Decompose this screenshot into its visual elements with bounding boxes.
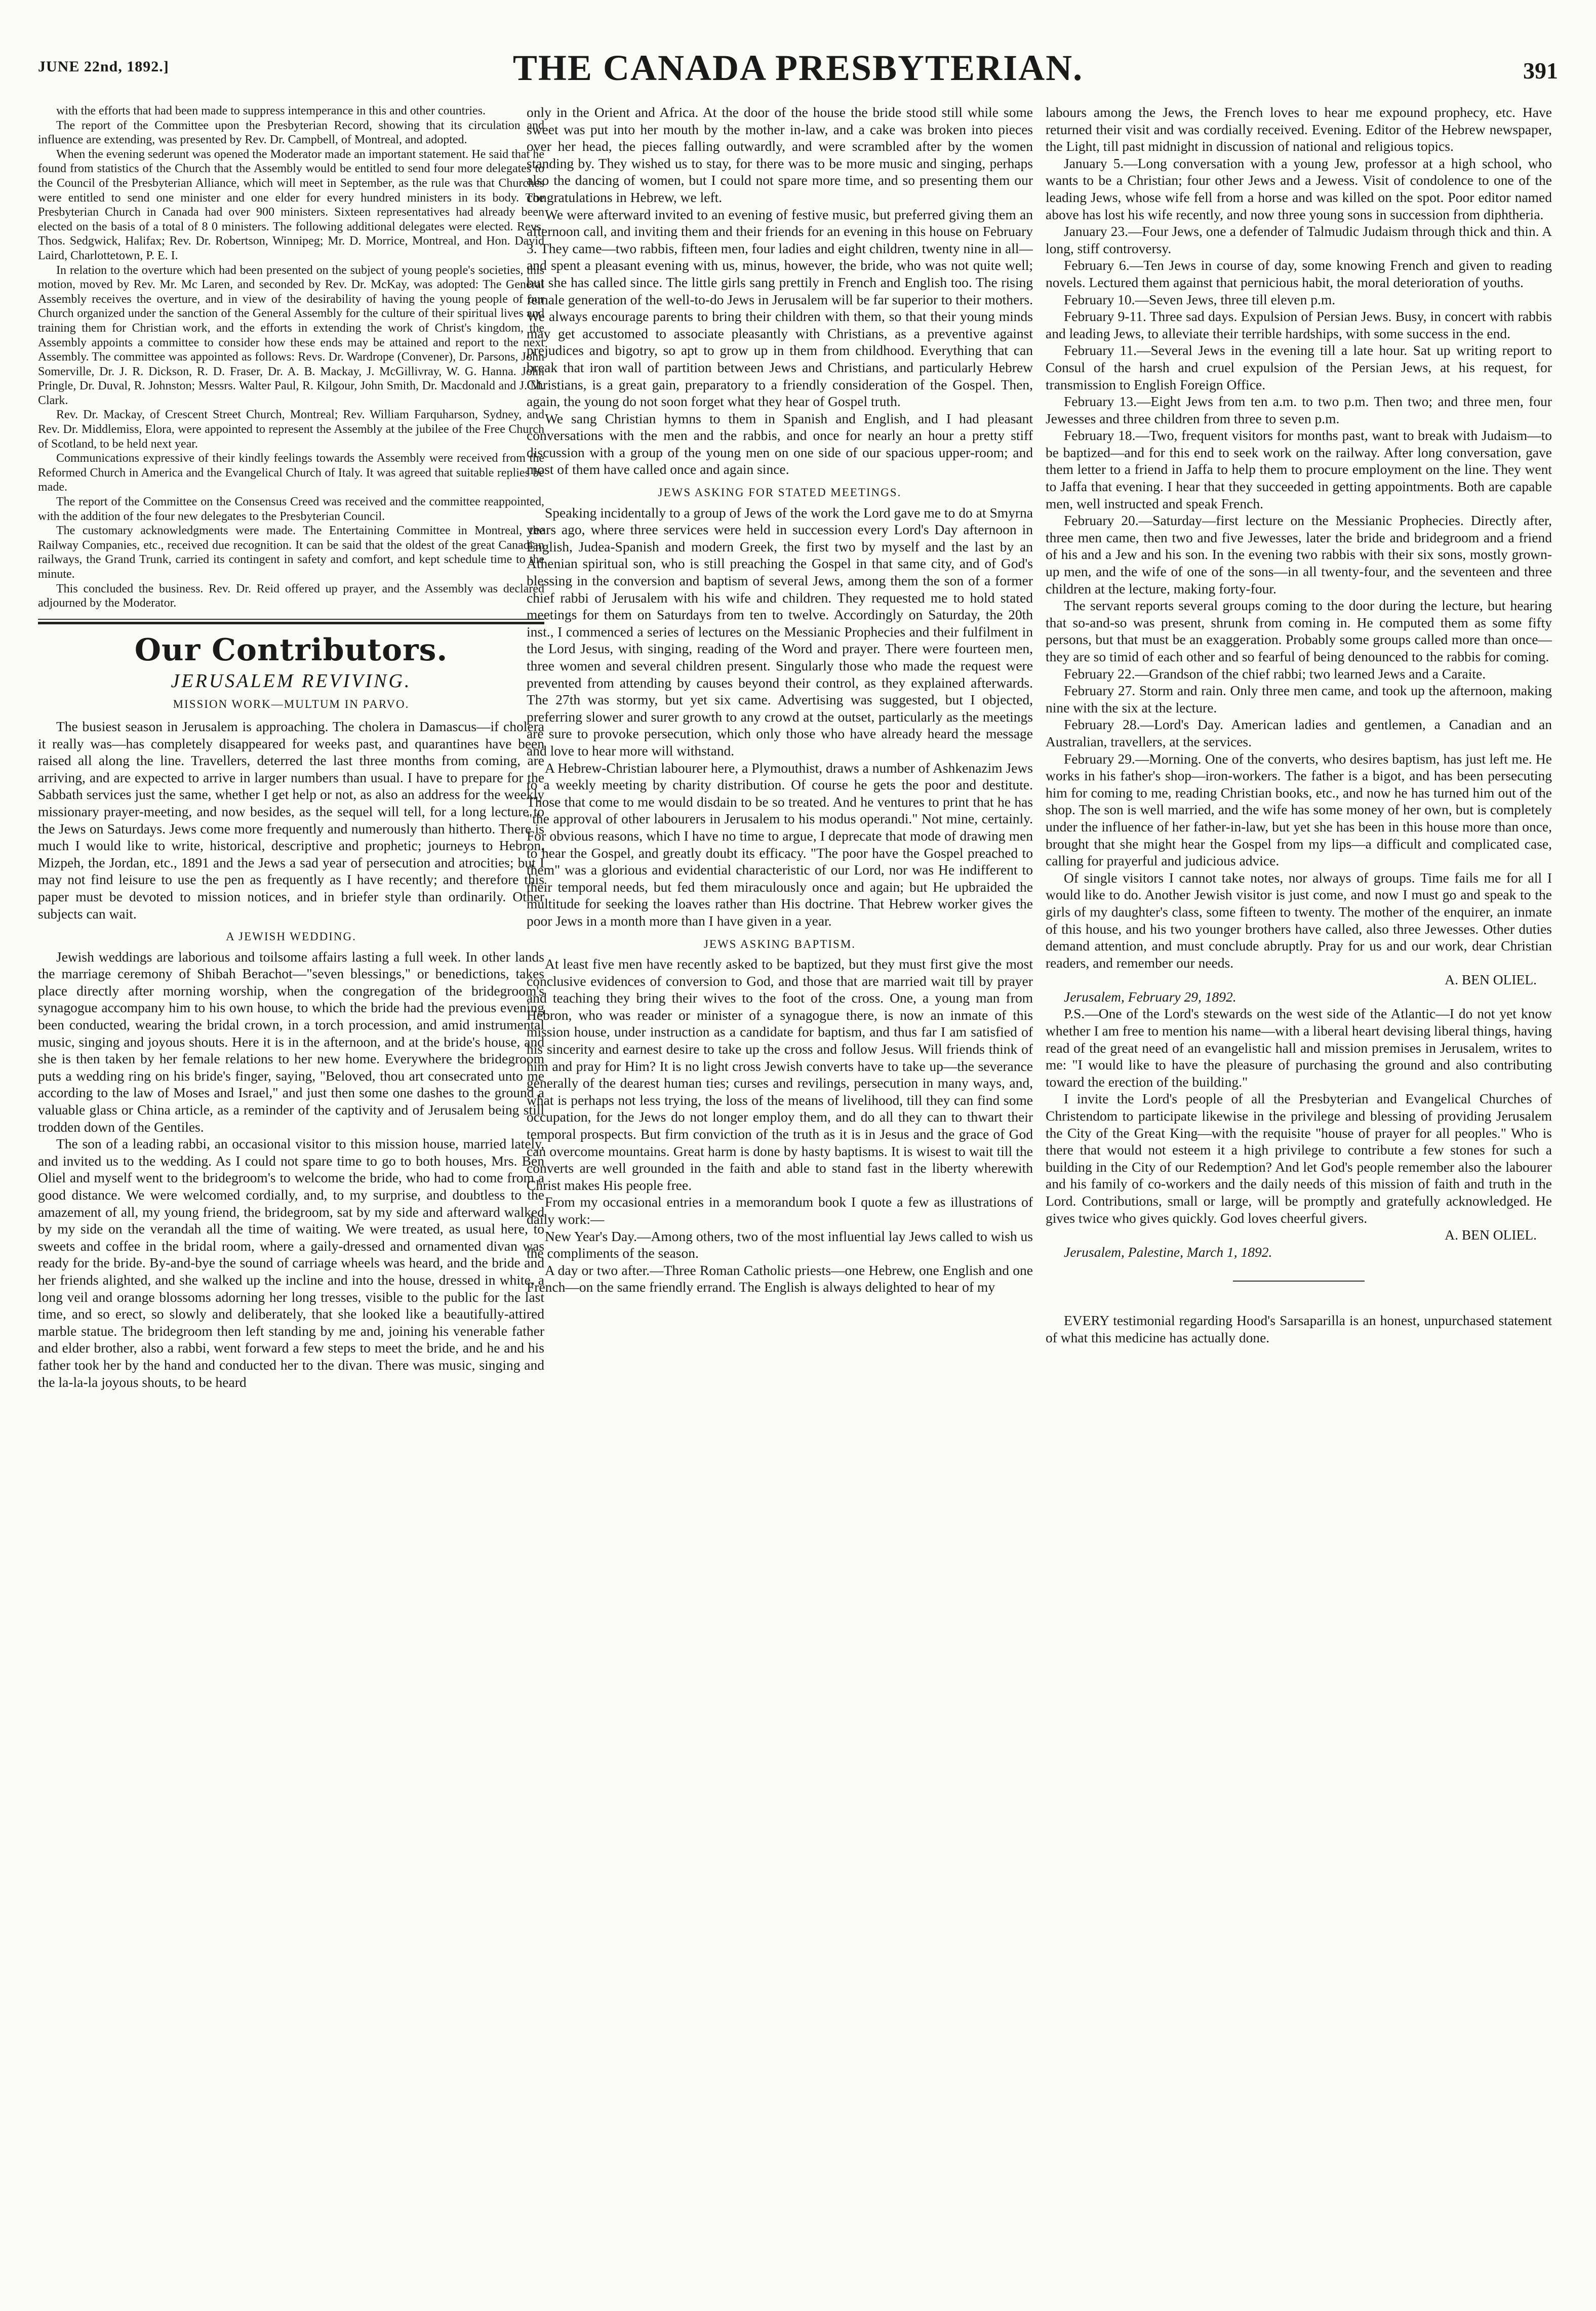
paragraph: The son of a leading rabbi, an occasional visitor to this mission house, married lately, and invited us to the wedding. As I could not spare time to go to both houses, Mrs. Ben Oliel and myself went to the bridegroom's to welcome the bride, who had to come from a good distance. We were welcomed cordially, and, to my surprise, and doubtless to the amazement of all, my young friend, the bridegroom, sat by my side and afterward walked by my side on the verandah all the time of waiting. We were treated, as usual here, to sweets and coffee in the bridal room, where a gaily-dressed and ornamented divan was ready for the bride. By-and-bye the sound of carriage wheels was heard, and the bride and her friends alighted, and she walked up the incline and into the house, dressed in white, a long veil and orange blossoms adorning her long tresses, visible to the public for the last time, and so erect, so slowly and deliberately, that she looked like a beautifully-attired marble statue. The bridegroom then left standing by me and, joining his venerable father and elder brother, also a rabbi, went forward a few steps to meet the bride, and he and his father took her by the hand and conducted her to the divan. There was music, singing and the la-la-la joyous shouts, to be heard	[38, 1136, 544, 1390]
paragraph: January 23.—Four Jews, one a defender of Talmudic Judaism through thick and thin. A long, stiff controversy.	[1046, 223, 1552, 256]
paragraph: labours among the Jews, the French loves to hear me expound prophecy, etc. Have returned their visit and was cordially received. Evening. Editor of the Hebrew newspaper, the Light, till past midnight in discussion of national and religious topics.	[1046, 104, 1552, 154]
paragraph: February 11.—Several Jews in the evening till a late hour. Sat up writing report to Consul of the harsh and cruel expulsion of the Persian Jews, at his request, for transmission to English Foreign Office.	[1046, 342, 1552, 392]
paragraph: February 22.—Grandson of the chief rabbi; two learned Jews and a Caraite.	[1064, 665, 1486, 682]
column-1	[38, 104, 544, 2291]
paragraph: The busiest season in Jerusalem is approaching. The cholera in Damascus—if cholera it really was—has completely disappeared for weeks past, and quarantines have been raised all along the line. Travellers, deterred the last three months from coming, are arriving, and are expected to arrive in larger numbers than usual. I have to prepare for the Sabbath services just the same, whether I get help or not, as also an address for the weekly missionary prayer-meeting, and now besides, as the sequel will tell, for a long lecture to the Jews on Saturdays. Jews come more frequently and numerously than hitherto. There is much I would like to write, historical, descriptive and prophetic; journeys to Hebron, Mizpeh, the Jordan, etc., 1891 and the Jews a sad year of persecution and atrocities; but I may not find leisure to use the pen as frequently as I have recently; and therefore this paper must be devoted to mission notices, and in briefer style than ordinarily. Other subjects can wait.	[38, 718, 544, 922]
paragraph: February 28.—Lord's Day. American ladies and gentlemen, a Canadian and an Australian, travellers, at the services.	[1046, 716, 1552, 749]
paragraph: February 27. Storm and rain. Only three men came, and took up the afternoon, making nine with the six at the lecture.	[1046, 683, 1552, 715]
paragraph: February 29.—Morning. One of the converts, who desires baptism, has just left me. He works in his father's shop—iron-workers. The father is a bigot, and has been persecuting him for coming to me, reading Christian books, etc., and now he has turned him out of the shop. The son is well married, and the wife has some money of her own, but is completely under the influence of her father-in-law, but yet she has been in this house more than once, brought that she might hear the Gospel from my lips—a difficult and complicated case, calling for prayerful and judicious advice.	[1046, 750, 1552, 869]
paragraph: with the efforts that had been made to suppress intemperance in this and other countries.	[56, 104, 486, 117]
paragraph: Jewish weddings are laborious and toilsome affairs lasting a full week. In other lands the marriage ceremony of Shibah Berachot—"seven blessings," or benedictions, takes place directly after morning worship, when the congregation of the bridegroom's synagogue accompany him to his own house, to which the bride had the previous evening been conducted, wearing the bridal crown, in a torch procession, and amid instrumental music, singing and joyous shouts. Here it is in the afternoon, and at the bride's house, and she is then taken by her female relations to her new home. Everywhere the bridegroom puts a wedding ring on his bride's finger, saying, "Beloved, thou art consecrated unto me according to the law of Moses and Israel," and just then some one dashes to the ground a valuable glass or China article, as a reminder of the captivity and of Jerusalem being still trodden down of the Gentiles.	[38, 948, 544, 1135]
paragraph: The customary acknowledgments were made. The Entertaining Committee in Montreal, the Railway Companies, etc., received due recognition. It can be said that the oldest of the great Canadian railways, the Grand Trunk, carried its contingent in safety and comfort, and kept schedule time to the minute.	[38, 524, 544, 581]
paragraph: A day or two after.—Three Roman Catholic priests—one Hebrew, one English and one French—on the same friendly errand. The English is always delighted to hear of my	[527, 1262, 1033, 1295]
article-title: JERUSALEM REVIVING.	[171, 670, 412, 692]
dateline: Jerusalem, February 29, 1892.	[1064, 988, 1236, 1005]
paragraph: A Hebrew-Christian labourer here, a Plymouthist, draws a number of Ashkenazim Jews to a weekly meeting by charity distribution. Of course he gets the poor and destitute. Those that come to me would disdain to be so treated. And he ventures to print that he has "the approval of other labourers in Jerusalem to his modus operandi." Not mine, certainly. For obvious reasons, which I have no time to argue, I deprecate that mode of drawing men to hear the Gospel, and greatly doubt its efficacy. "The poor have the Gospel preached to them" was a glorious and evidential characteristic of our Lord, nor was He indifferent to their temporal needs, but fed them miraculously once and again; but He upbraided the multitude for seeking the loaves rather than His doctrine. That Hebrew worker gives the poor Jews in a month more than I have given in a year.	[527, 760, 1033, 929]
dateline: Jerusalem, Palestine, March 1, 1892.	[1064, 1244, 1272, 1260]
divider	[38, 619, 544, 620]
section-heading: Our Contributors.	[134, 632, 448, 668]
paragraph: The report of the Committee upon the Presbyterian Record, showing that its circulation and influence are extending, was presented by Rev. Dr. Campbell, of Montreal, and adopted.	[38, 118, 544, 147]
paragraph: Of single visitors I cannot take notes, nor always of groups. Time fails me for all I would like to do. Another Jewish visitor is just come, and now I must go and speak to the girls of my daughter's class, some fifteen to twenty. The mother of the enquirer, an inmate of this house, and his two younger brothers have called, also three Jewesses. Other duties demand attention, and must conclude abruptly. Pray for us and our work, dear Christian readers, and remember our needs.	[1046, 869, 1552, 971]
paragraph: New Year's Day.—Among others, two of the most influential lay Jews called to wish us the compliments of the season.	[527, 1228, 1033, 1261]
paragraph: This concluded the business. Rev. Dr. Reid offered up prayer, and the Assembly was declared adjourned by the Moderator.	[38, 582, 544, 610]
page-header	[38, 43, 1558, 109]
page-number: 391	[1523, 58, 1558, 84]
subheading: JEWS ASKING BAPTISM.	[703, 937, 856, 950]
paragraph: We sang Christian hymns to them in Spanish and English, and I had pleasant conversations with the men and the rabbis, and once for nearly an hour a pretty stiff discussion with a group of the young men on one side of our spacious upper-room; and most of them have called once and again since.	[527, 410, 1033, 477]
paragraph: Speaking incidentally to a group of Jews of the work the Lord gave me to do at Smyrna years ago, where three services were held in succession every Lord's Day afternoon in English, Judea-Spanish and modern Greek, the first two by myself and the last by an Athenian spiritual son, who is still preaching the Gospel in that same city, and of God's blessing in the conversion and baptism of several Jews, among them the son of a former chief rabbi of Jerusalem with his wife and children. They requested me to hold stated meetings for them on Saturdays from ten to twelve. Accordingly on Saturday, the 20th inst., I commenced a series of lectures on the Messianic Prophecies and their fulfilment in the Lord Jesus, with singing, reading of the Word and prayer. There were fourteen men, three women and several children present. Singularly those who made the request were prevented from attending by causes beyond their control, as they explained afterwards. The 27th was stormy, but yet six came. Advertising was suggested, but I objected, preferring slower and surer growth to any crowd at the outset, particularly as the meetings are sure to provoke persecution, which only those who have already heard the message and love to hear more will withstand.	[527, 504, 1033, 759]
paragraph: In relation to the overture which had been presented on the subject of young people's societies, this motion, moved by Rev. Mr. Mc Laren, and seconded by Rev. Dr. McKay, was adopted: The General Assembly receives the overture, and in view of the desirability of having the young people of our Church organized under the sanction of the General Assembly for the culture of their spiritual lives and training them for Christian work, and the efforts in extending the work of Christ's kingdom, the Assembly appoints a committee to consider how these ends may be attained and report to the next Assembly. The committee was appointed as follows: Revs. Dr. Wardrope (Convener), Dr. Parsons, John Somerville, Dr. J. R. Dickson, R. D. Fraser, Dr. A. B. Mackay, J. McGillivray, W. G. Hanna. John Pringle, Dr. Duval, R. Johnston; Messrs. Walter Paul, R. Kilgour, John Smith, Dr. Macdonald and J. M. Clark.	[38, 263, 544, 407]
paragraph: February 13.—Eight Jews from ten a.m. to two p.m. Then two; and three men, four Jewesses and three children from three to seven p.m.	[1046, 393, 1552, 426]
divider	[38, 622, 544, 624]
paragraph: From my occasional entries in a memorandum book I quote a few as illustrations of daily work:—	[527, 1194, 1033, 1227]
paragraph: February 10.—Seven Jews, three till eleven p.m.	[1064, 291, 1336, 307]
signature: A. BEN OLIEL.	[1445, 1227, 1537, 1243]
paragraph: February 20.—Saturday—first lecture on the Messianic Prophecies. Directly after, three men came, then two and five Jewesses, later the bride and bridegroom and a friend of his and a Jew and his son. In the evening two rabbis with their six sons, mostly grown-up men, and the wife of one of the sons—in all twenty-four, and the seventeen and three children at the lecture, making forty-four.	[1046, 512, 1552, 596]
masthead-title: THE CANADA PRESBYTERIAN.	[512, 48, 1084, 88]
divider	[1233, 1281, 1365, 1282]
paragraph: P.S.—One of the Lord's stewards on the west side of the Atlantic—I do not yet know whether I am free to mention his name—with a liberal heart devising liberal things, having read of the great need of an evangelistic hall and mission premises in Jerusalem, writes to me: "I would like to have the pleasure of purchasing the ground and also contributing toward the erection of the building."	[1046, 1006, 1552, 1090]
paragraph: January 5.—Long conversation with a young Jew, professor at a high school, who wants to be a Christian; four other Jews and a Jewess. Visit of condolence to one of the leading Jews, whose wife fell from a horse and was killed on the spot. Poor editor named above has lost his wife recently, and now three young sons in succession from diphtheria.	[1046, 155, 1552, 222]
paragraph: February 18.—Two, frequent visitors for months past, want to break with Judaism—to be baptized—and for this end to seek work on the railway. After long conversation, gave them letter to a friend in Jaffa to help them to procure employment on the line. They went to Jaffa that evening. I hear that they succeeded in getting appointments. Both are capable men, well instructed and speak French.	[1046, 427, 1552, 511]
paragraph: We were afterward invited to an evening of festive music, but preferred giving them an afternoon call, and inviting them and their friends for an evening in this house on February 3. They came—two rabbis, fifteen men, four ladies and eight children, twenty nine in all—and spent a pleasant evening with us, minus, however, the bride, who was not quite well; but she has called since. The little girls sang prettily in French and English too. The rising female generation of the well-to-do Jews in Jerusalem will be far superior to their mothers. We always encourage parents to bring their children with them, so that their young minds may get accustomed to associate pleasantly with Christians, as a preventive against prejudices and bigotry, so apt to grow up in them from childhood. Everything that can break that iron wall of partition between Jews and Christians, and particularly Hebrew Christians, is a great gain, preparatory to a friendly consideration of the Gospel. Then, again, the young do not soon forget what they hear of Gospel truth.	[527, 206, 1033, 410]
paragraph: only in the Orient and Africa. At the door of the house the bride stood still while some sweet was put into her mouth by the mother in-law, and a cake was broken into pieces over her head, the pieces falling outwardly, and were scrambled after by the women standing by. They wished us to stay, for there was to be more music and singing, perhaps also the dancing of women, but I could not spare more time, and so presenting them our congratulations in Hebrew, we left.	[527, 104, 1033, 205]
signature: A. BEN OLIEL.	[1445, 972, 1537, 988]
advertisement: EVERY testimonial regarding Hood's Sarsaparilla is an honest, unpurchased statement of what this medicine has actually done.	[1046, 1312, 1552, 1345]
paragraph: Rev. Dr. Mackay, of Crescent Street Church, Montreal; Rev. William Farquharson, Sydney, and Rev. Dr. Middlemiss, Elora, were appointed to represent the Assembly at the jubilee of the Free Church of Scotland, to be held next year.	[38, 408, 544, 451]
paragraph: Communications expressive of their kindly feelings towards the Assembly were received from the Reformed Church in America and the Evangelical Church of Italy. It was agreed that suitable replies be made.	[38, 452, 544, 494]
paragraph: The report of the Committee on the Consensus Creed was received and the committee reappointed, with the addition of the four new delegates to the Presbyterian Council.	[38, 495, 544, 523]
subheading: A JEWISH WEDDING.	[226, 930, 356, 943]
paragraph: The servant reports several groups coming to the door during the lecture, but hearing that so-and-so was present, shrunk from coming in. He computed them as some fifty persons, but that must be an exaggeration. Probably some groups called more than once—they are so timid of each other and so fearful of being denounced to the rabbis for coming.	[1046, 597, 1552, 664]
column-3	[1046, 104, 1552, 2291]
section-header	[38, 630, 544, 713]
paragraph: February 6.—Ten Jews in course of day, some knowing French and given to reading novels. Lectured them against that pernicious habit, the moral deterioration of youths.	[1046, 257, 1552, 290]
column-2	[527, 104, 1033, 2291]
subheading: JEWS ASKING FOR STATED MEETINGS.	[658, 486, 902, 499]
paragraph: When the evening sederunt was opened the Moderator made an important statement. He said that he found from statistics of the Church that the Assembly would be entitled to send four more delegates to the Council of the Presbyterian Alliance, which will meet in September, as the rule was that Churches were entitled to send one minister and one elder for every hundred ministers in its body. The Presbyterian Church in Canada had over 900 ministers. Sixteen representatives had already been elected on the basis of a total of 8 0 ministers. The following additional delegates were elected. Revs. Thos. Sedgwick, Halifax; Rev. Dr. Robertson, Winnipeg; Mr. D. Morrice, Montreal, and Hon. David Laird, Charlottetown, P. E. I.	[38, 147, 544, 262]
issue-date: JUNE 22nd, 1892.]	[38, 58, 169, 75]
paragraph: I invite the Lord's people of all the Presbyterian and Evangelical Churches of Christendom to participate likewise in the privilege and blessing of providing Jerusalem the City of the Great King—with the requisite "house of prayer for all peoples." Who is there that would not esteem it a high privilege to contribute a few stones for such a building in the City of our Redemption? And let God's people remember also the labourer and his family of co-workers and the daily needs of this mission of faith and truth in the Lord. Contributions, small or large, will be promptly and gratefully acknowledged. He gives twice who gives quickly. God loves cheerful givers.	[1046, 1091, 1552, 1226]
paragraph: February 9-11. Three sad days. Expulsion of Persian Jews. Busy, in concert with rabbis and leading Jews, to alleviate their terrible hardships, with some success in the end.	[1046, 308, 1552, 341]
paragraph: At least five men have recently asked to be baptized, but they must first give the most conclusive evidences of conversion to God, and those that are married wait till by prayer and teaching they bring their wives to the foot of the cross. One, a young man from Hebron, who was reader or minister of a synagogue there, is now an inmate of this mission house, under instruction as a candidate for baptism, and thus far I am satisfied of his sincerity and earnest desire to take up the cross and follow Jesus. Will friends think of him and pray for Him? It is no light cross Jewish converts have to take up—the severance generally of the dearest human ties; curses and revilings, persecution in many ways, and, what is perhaps not less trying, the loss of the means of livelihood, till they can find some occupation, for the Jews do not longer employ them, and do all they can to thwart their temporal prospects. But firm conviction of the truth as it is in Jesus and the grace of God can overcome mountains. Great harm is done by hasty baptisms. It is wisest to wait till the converts are well grounded in the faith and able to stand fast in the liberty wherewith Christ makes His people free.	[527, 956, 1033, 1193]
article-subtitle: MISSION WORK—MULTUM IN PARVO.	[173, 698, 410, 711]
